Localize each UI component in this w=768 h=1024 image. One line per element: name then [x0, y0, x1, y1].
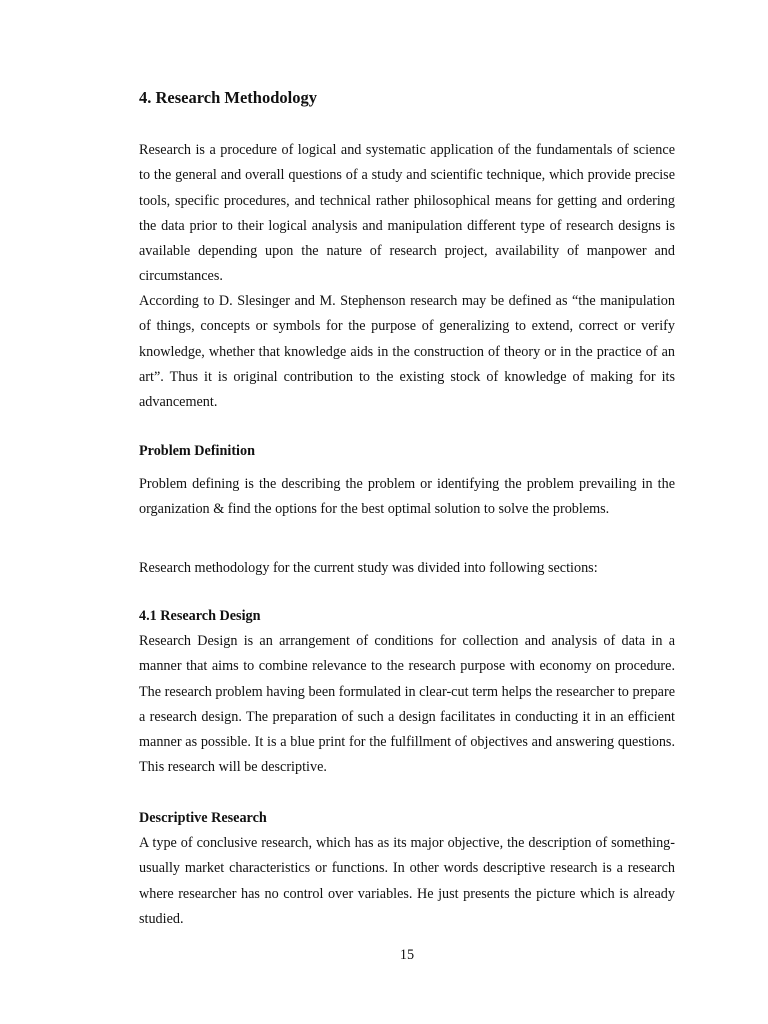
section-title: 4. Research Methodology — [139, 88, 317, 107]
slesinger-stephenson-paragraph: According to D. Slesinger and M. Stephenson research may be defined as “the manipulation of things, concepts or symbols for the purpose of generalizing to extend, correct or verify knowledge, whether that knowledge aids in the construction of theory or in the practice of an art”. Thus it is original contribution to the existing stock of knowledge of making for its advancement. — [139, 293, 675, 411]
problem-definition-paragraph: Problem defining is the describing the problem or identifying the problem prevailing in the organization & find the options for the best optimal solution to solve the problems. — [139, 476, 675, 518]
document-page — [139, 0, 675, 1024]
descriptive-research-heading: Descriptive Research — [139, 810, 267, 826]
problem-definition-heading: Problem Definition — [139, 443, 255, 459]
methodology-sections-paragraph: Research methodology for the current study was divided into following sections: — [139, 560, 598, 576]
page-number: 15 — [399, 947, 415, 963]
research-design-heading: 4.1 Research Design — [139, 608, 261, 624]
research-definition-paragraph: Research is a procedure of logical and systematic application of the fundamentals of science to the general and overall questions of a study and scientific technique, which provide precise tools, specific procedures, and technical rather philosophical means for getting and ordering the data prior to their logical analysis and manipulation different type of research designs is available depending upon the nature of research project, availability of manpower and circumstances. — [139, 142, 675, 285]
descriptive-research-paragraph: A type of conclusive research, which has as its major objective, the description of something-usually market characteristics or functions. In other words descriptive research is a research where researcher has no control over variables. He just presents the picture which is already studied. — [139, 835, 675, 927]
research-design-paragraph: Research Design is an arrangement of conditions for collection and analysis of data in a manner that aims to combine relevance to the research purpose with economy on procedure. The research problem having been formulated in clear-cut term helps the researcher to prepare a research design. The preparation of such a design facilitates in conducting it in an efficient manner as possible. It is a blue print for the fulfillment of objectives and answering questions. This research will be descriptive. — [139, 633, 675, 776]
